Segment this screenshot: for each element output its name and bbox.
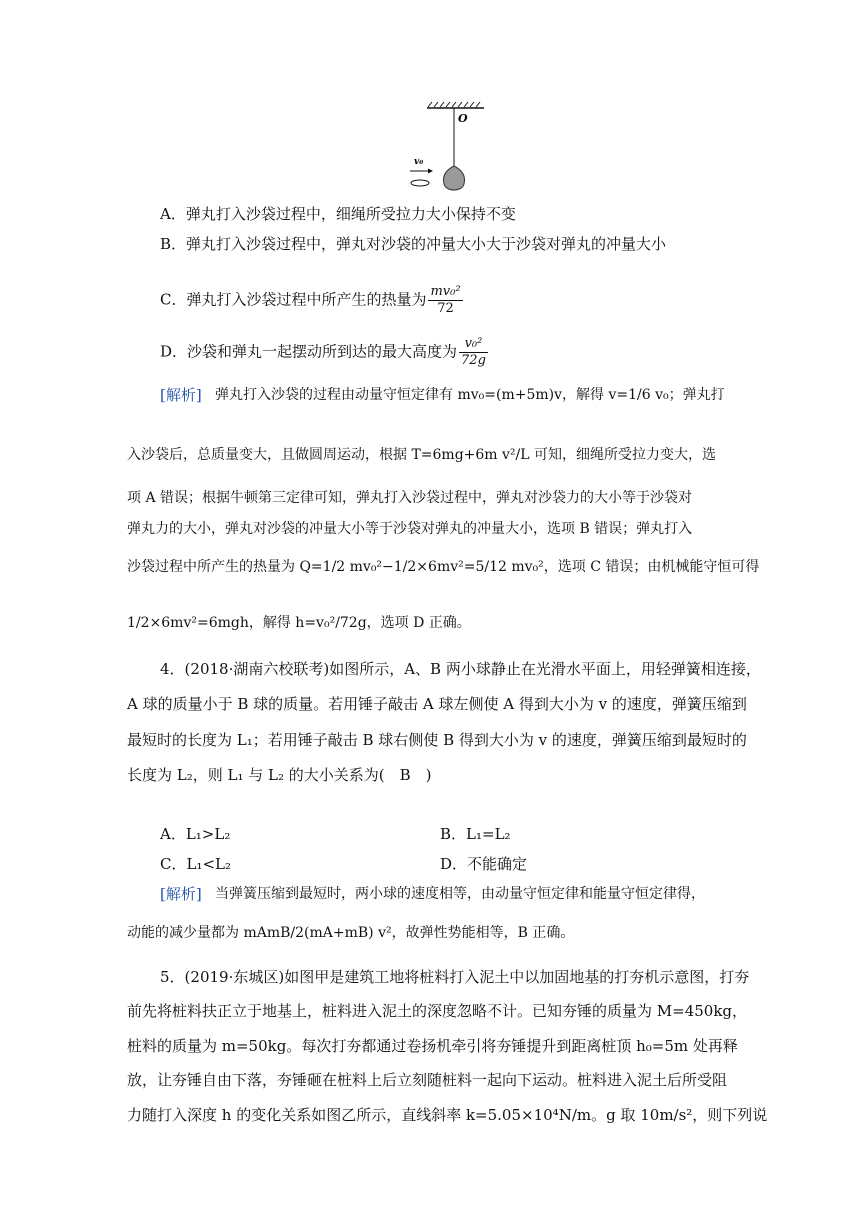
q3-option-d xyxy=(160,336,490,369)
q3-analysis-tag: [解析] xyxy=(160,386,202,404)
q3-analysis-line-2: 入沙袋后，总质量变大，且做圆周运动，根据 T=6mg+6m v²/L 可知，细绳所受拉力变大，选 xyxy=(127,447,717,463)
q3-option-d-text: D．沙袋和弹丸一起摆动所到达的最大高度为 xyxy=(160,342,458,361)
q4-option-c: C．L₁<L₂ xyxy=(160,855,231,873)
q5-stem-line-5: 力随打入深度 h 的变化关系如图乙所示，直线斜率 k=5.05×10⁴N/m。g 取 10m/s²，则下列说 xyxy=(127,1106,768,1124)
q3-analysis-line-1: 弹丸打入沙袋的过程由动量守恒定律有 mv₀=(m+5m)v，解得 v=1/6 v₀；弹丸打 xyxy=(215,387,725,403)
q4-analysis-line-2: 动能的减少量都为 mAmB/2(mA+mB) v²，故弹性势能相等，B 正确。 xyxy=(127,925,575,941)
q4-option-d: D．不能确定 xyxy=(440,855,528,873)
q4-option-b: B．L₁=L₂ xyxy=(440,825,511,843)
q5-stem-line-1: 5．(2019·东城区)如图甲是建筑工地将桩料打入泥土中以加固地基的打夯机示意图，打夯 xyxy=(160,968,750,986)
q3-option-c-text: C．弹丸打入沙袋过程中所产生的热量为 xyxy=(160,290,427,309)
q4-analysis-tag: [解析] xyxy=(160,885,202,903)
q4-analysis-line-1: 当弹簧压缩到最短时，两小球的速度相等，由动量守恒定律和能量守恒定律得， xyxy=(215,886,705,902)
q3-option-c xyxy=(160,284,465,317)
velocity-label: v₀ xyxy=(414,157,424,167)
q5-stem-line-4: 放，让夯锤自由下落，夯锤砸在桩料上后立刻随桩料一起向下运动。桩料进入泥土后所受阻 xyxy=(127,1071,728,1089)
q3-analysis-line-4: 弹丸力的大小，弹丸对沙袋的冲量大小等于沙袋对弹丸的冲量大小，选项 B 错误；弹丸打入 xyxy=(127,521,693,537)
q5-stem-line-2: 前先将桩料扶正立于地基上，桩料进入泥土的深度忽略不计。已知夯锤的质量为 M=450kg， xyxy=(127,1002,748,1020)
q5-stem-line-3: 桩料的质量为 m=50kg。每次打夯都通过卷扬机牵引将夯锤提升到距离桩顶 h₀=5m 处再释 xyxy=(127,1037,738,1055)
q4-stem-line-3: 最短时的长度为 L₁；若用锤子敲击 B 球右侧使 B 得到大小为 v 的速度，弹簧压缩到最短时的 xyxy=(127,731,747,749)
pendulum-figure xyxy=(400,98,500,198)
q3-analysis-line-5: 沙袋过程中所产生的热量为 Q=1/2 mv₀²−1/2×6mv²=5/12 mv₀²，选项 C 错误；由机械能守恒可得 xyxy=(127,559,760,575)
q4-stem-line-2: A 球的质量小于 B 球的质量。若用锤子敲击 A 球左侧使 A 得到大小为 v 的速度，弹簧压缩到 xyxy=(127,695,747,713)
q3-option-a: A．弹丸打入沙袋过程中，细绳所受拉力大小保持不变 xyxy=(160,205,516,223)
q3-analysis-line-6: 1/2×6mv²=6mgh，解得 h=v₀²/72g，选项 D 正确。 xyxy=(127,615,471,631)
q4-stem-line-1: 4．(2018·湖南六校联考)如图所示，A、B 两小球静止在光滑水平面上，用轻弹簧相连接， xyxy=(160,660,761,678)
q4-option-a: A．L₁>L₂ xyxy=(160,825,231,843)
q3-analysis-line-3: 项 A 错误；根据牛顿第三定律可知，弹丸打入沙袋过程中，弹丸对沙袋力的大小等于沙袋对 xyxy=(127,490,693,506)
q3-option-c-fraction: $\frac{\text{mv₀²}}{72}$ xyxy=(430,284,461,316)
q4-stem-line-4: 长度为 L₂，则 L₁ 与 L₂ 的大小关系为( B ) xyxy=(127,766,432,784)
q3-option-b: B．弹丸打入沙袋过程中，弹丸对沙袋的冲量大小大于沙袋对弹丸的冲量大小 xyxy=(160,235,667,253)
q3-option-d-fraction: $\frac{\text{v₀²}}{72g}$ xyxy=(461,336,486,368)
pivot-label: O xyxy=(458,112,468,125)
